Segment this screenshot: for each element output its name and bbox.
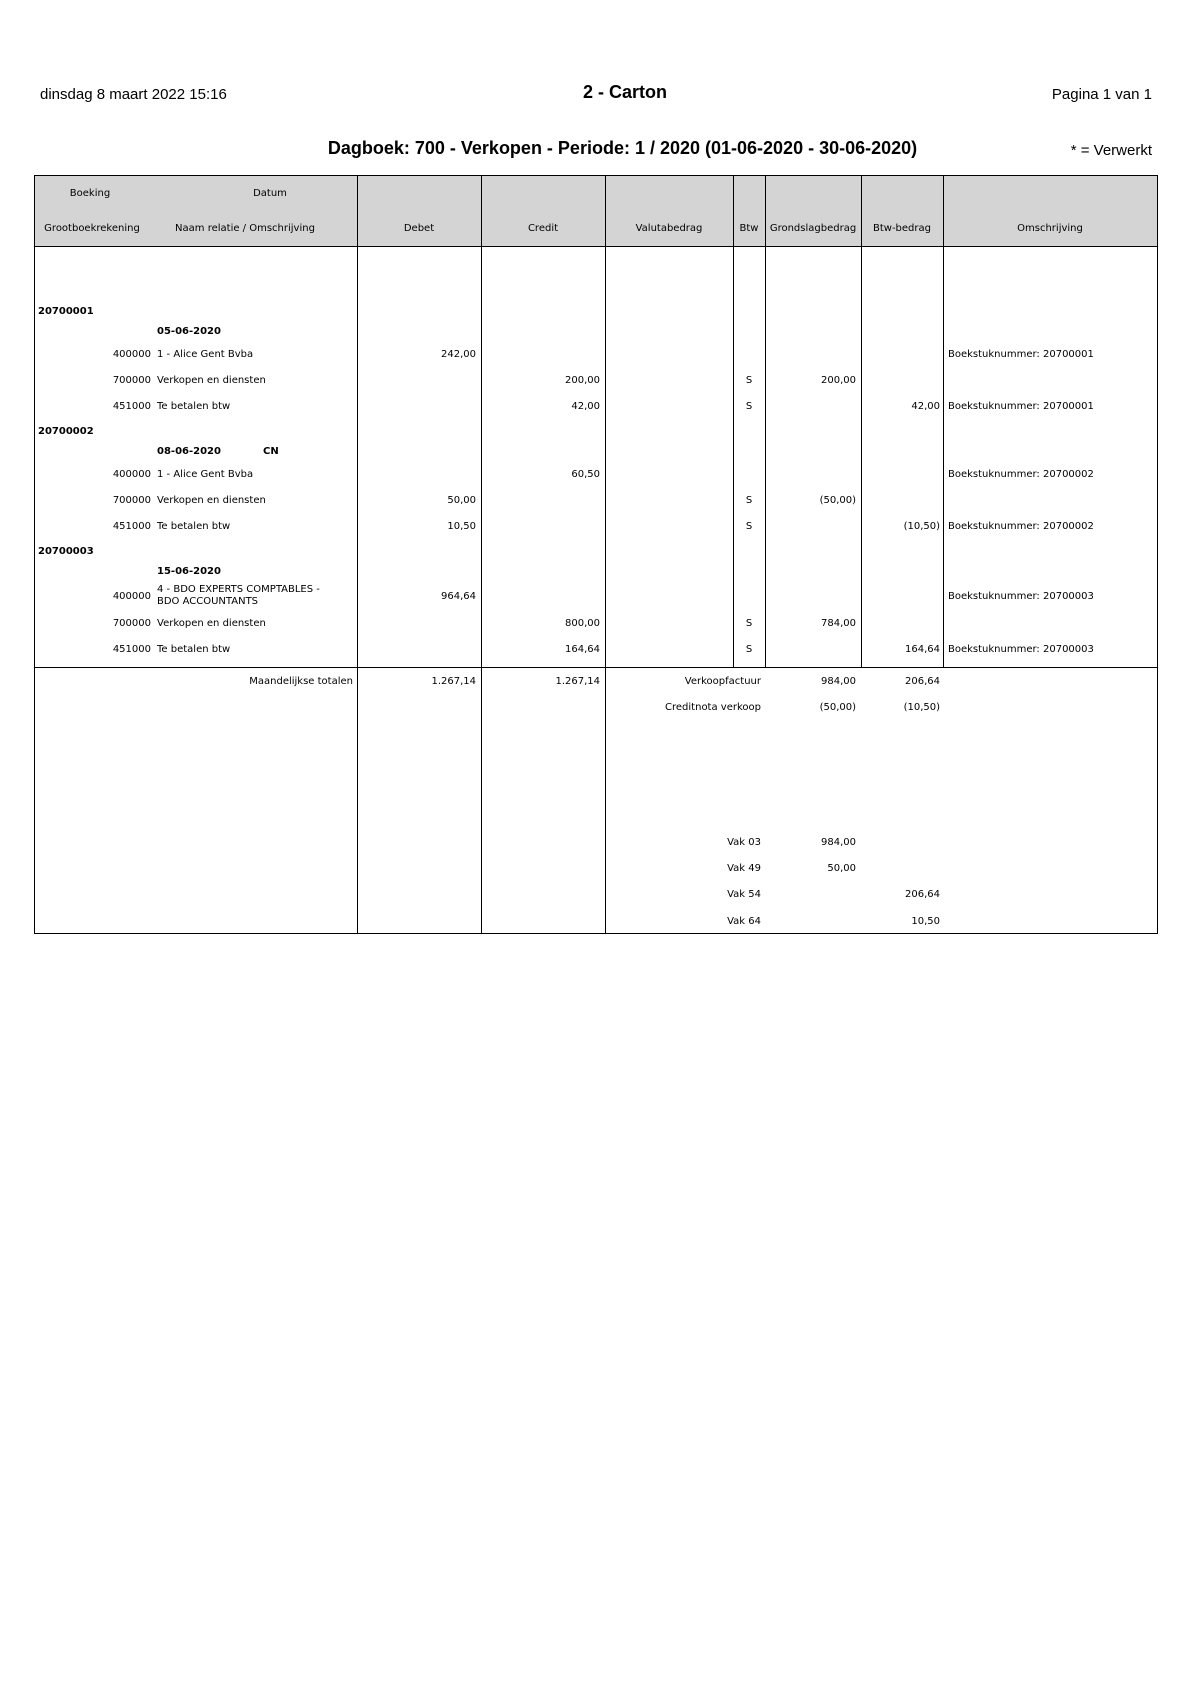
- line-debet: 10,50: [447, 521, 476, 532]
- line-name: 4 - BDO EXPERTS COMPTABLES -: [157, 584, 320, 595]
- line-btw: S: [745, 375, 753, 386]
- line-account: 700000: [112, 495, 151, 506]
- col-btwbedrag: Btw-bedrag: [872, 223, 931, 234]
- line-debet: 50,00: [447, 495, 476, 506]
- line-credit: 42,00: [571, 401, 600, 412]
- line-btwbedrag: 42,00: [911, 401, 940, 412]
- line-grondslag: (50,00): [819, 495, 856, 506]
- line-account: 700000: [112, 618, 151, 629]
- vak-btwbedrag: 10,50: [911, 916, 940, 927]
- line-grondslag: 784,00: [821, 618, 856, 629]
- column-divider: [733, 176, 734, 667]
- total-debet: 1.267,14: [431, 676, 476, 687]
- journal-title: Dagboek: 700 - Verkopen - Periode: 1 / 2020 (01-06-2020 - 30-06-2020): [327, 138, 918, 158]
- line-btw: S: [745, 401, 753, 412]
- line-btw: S: [745, 495, 753, 506]
- booking-date: 05-06-2020: [157, 326, 221, 337]
- line-credit: 200,00: [565, 375, 600, 386]
- booking-date: 08-06-2020: [157, 446, 221, 457]
- line-account: 400000: [112, 469, 151, 480]
- vak-label: Vak 54: [727, 889, 761, 900]
- line-account: 451000: [112, 521, 151, 532]
- booking-number: 20700001: [38, 306, 94, 317]
- vak-grondslag: 984,00: [821, 837, 856, 848]
- line-omschrijving: Boekstuknummer: 20700003: [948, 591, 1094, 602]
- line-btw: S: [745, 521, 753, 532]
- total-credit: 1.267,14: [555, 676, 600, 687]
- column-divider: [943, 176, 944, 667]
- line-account: 451000: [112, 401, 151, 412]
- line-credit: 60,50: [571, 469, 600, 480]
- booking-number: 20700002: [38, 426, 94, 437]
- report-datetime: dinsdag 8 maart 2022 15:16: [40, 86, 227, 103]
- line-name: Verkopen en diensten: [157, 618, 266, 629]
- col-omschrijving: Omschrijving: [1017, 223, 1083, 234]
- col-boeking: Boeking: [69, 188, 111, 199]
- col-grondslag: Grondslagbedrag: [769, 223, 857, 234]
- col-grootboek: Grootboekrekening: [44, 223, 140, 234]
- summary-btwbedrag: (10,50): [903, 702, 940, 713]
- line-name: Te betalen btw: [157, 521, 231, 532]
- column-divider: [481, 176, 482, 933]
- line-debet: 242,00: [441, 349, 476, 360]
- col-naam: Naam relatie / Omschrijving: [175, 223, 315, 234]
- line-grondslag: 200,00: [821, 375, 856, 386]
- line-account: 700000: [112, 375, 151, 386]
- col-valuta: Valutabedrag: [635, 223, 703, 234]
- line-btw: S: [745, 618, 753, 629]
- vak-grondslag: 50,00: [827, 863, 856, 874]
- summary-grondslag: (50,00): [819, 702, 856, 713]
- line-omschrijving: Boekstuknummer: 20700001: [948, 349, 1094, 360]
- totals-divider: [35, 667, 1157, 668]
- line-btw: S: [745, 644, 753, 655]
- line-account: 400000: [112, 591, 151, 602]
- journal-report-table: [34, 175, 1158, 934]
- vak-label: Vak 49: [727, 863, 761, 874]
- summary-label: Verkoopfactuur: [684, 676, 761, 687]
- col-btw: Btw: [739, 223, 759, 234]
- summary-btwbedrag: 206,64: [905, 676, 940, 687]
- line-name: 1 - Alice Gent Bvba: [157, 469, 254, 480]
- line-omschrijving: Boekstuknummer: 20700001: [948, 401, 1094, 412]
- line-omschrijving: Boekstuknummer: 20700002: [948, 469, 1094, 480]
- company-name: 2 - Carton: [582, 82, 667, 102]
- line-account: 400000: [112, 349, 151, 360]
- processed-legend: * = Verwerkt: [1070, 142, 1152, 159]
- line-credit: 164,64: [565, 644, 600, 655]
- booking-date: 15-06-2020: [157, 566, 221, 577]
- line-name: Te betalen btw: [157, 401, 231, 412]
- page-number: Pagina 1 van 1: [1051, 86, 1152, 103]
- line-btwbedrag: (10,50): [903, 521, 940, 532]
- line-name: Verkopen en diensten: [157, 375, 266, 386]
- summary-grondslag: 984,00: [821, 676, 856, 687]
- col-datum: Datum: [253, 188, 287, 199]
- booking-flag: CN: [263, 446, 279, 457]
- summary-label: Creditnota verkoop: [665, 702, 761, 713]
- vak-btwbedrag: 206,64: [905, 889, 940, 900]
- vak-label: Vak 64: [727, 916, 761, 927]
- column-divider: [861, 176, 862, 667]
- monthly-totals-label: Maandelijkse totalen: [249, 676, 353, 687]
- line-account: 451000: [112, 644, 151, 655]
- column-divider: [357, 176, 358, 933]
- line-debet: 964,64: [441, 591, 476, 602]
- line-name: Verkopen en diensten: [157, 495, 266, 506]
- line-omschrijving: Boekstuknummer: 20700002: [948, 521, 1094, 532]
- col-credit: Credit: [527, 223, 559, 234]
- table-header: [35, 176, 1157, 247]
- line-name: Te betalen btw: [157, 644, 231, 655]
- line-omschrijving: Boekstuknummer: 20700003: [948, 644, 1094, 655]
- col-debet: Debet: [403, 223, 435, 234]
- column-divider: [765, 176, 766, 667]
- column-divider: [605, 176, 606, 933]
- vak-label: Vak 03: [727, 837, 761, 848]
- booking-number: 20700003: [38, 546, 94, 557]
- line-name: 1 - Alice Gent Bvba: [157, 349, 254, 360]
- line-name-continued: BDO ACCOUNTANTS: [157, 596, 259, 607]
- line-btwbedrag: 164,64: [905, 644, 940, 655]
- line-credit: 800,00: [565, 618, 600, 629]
